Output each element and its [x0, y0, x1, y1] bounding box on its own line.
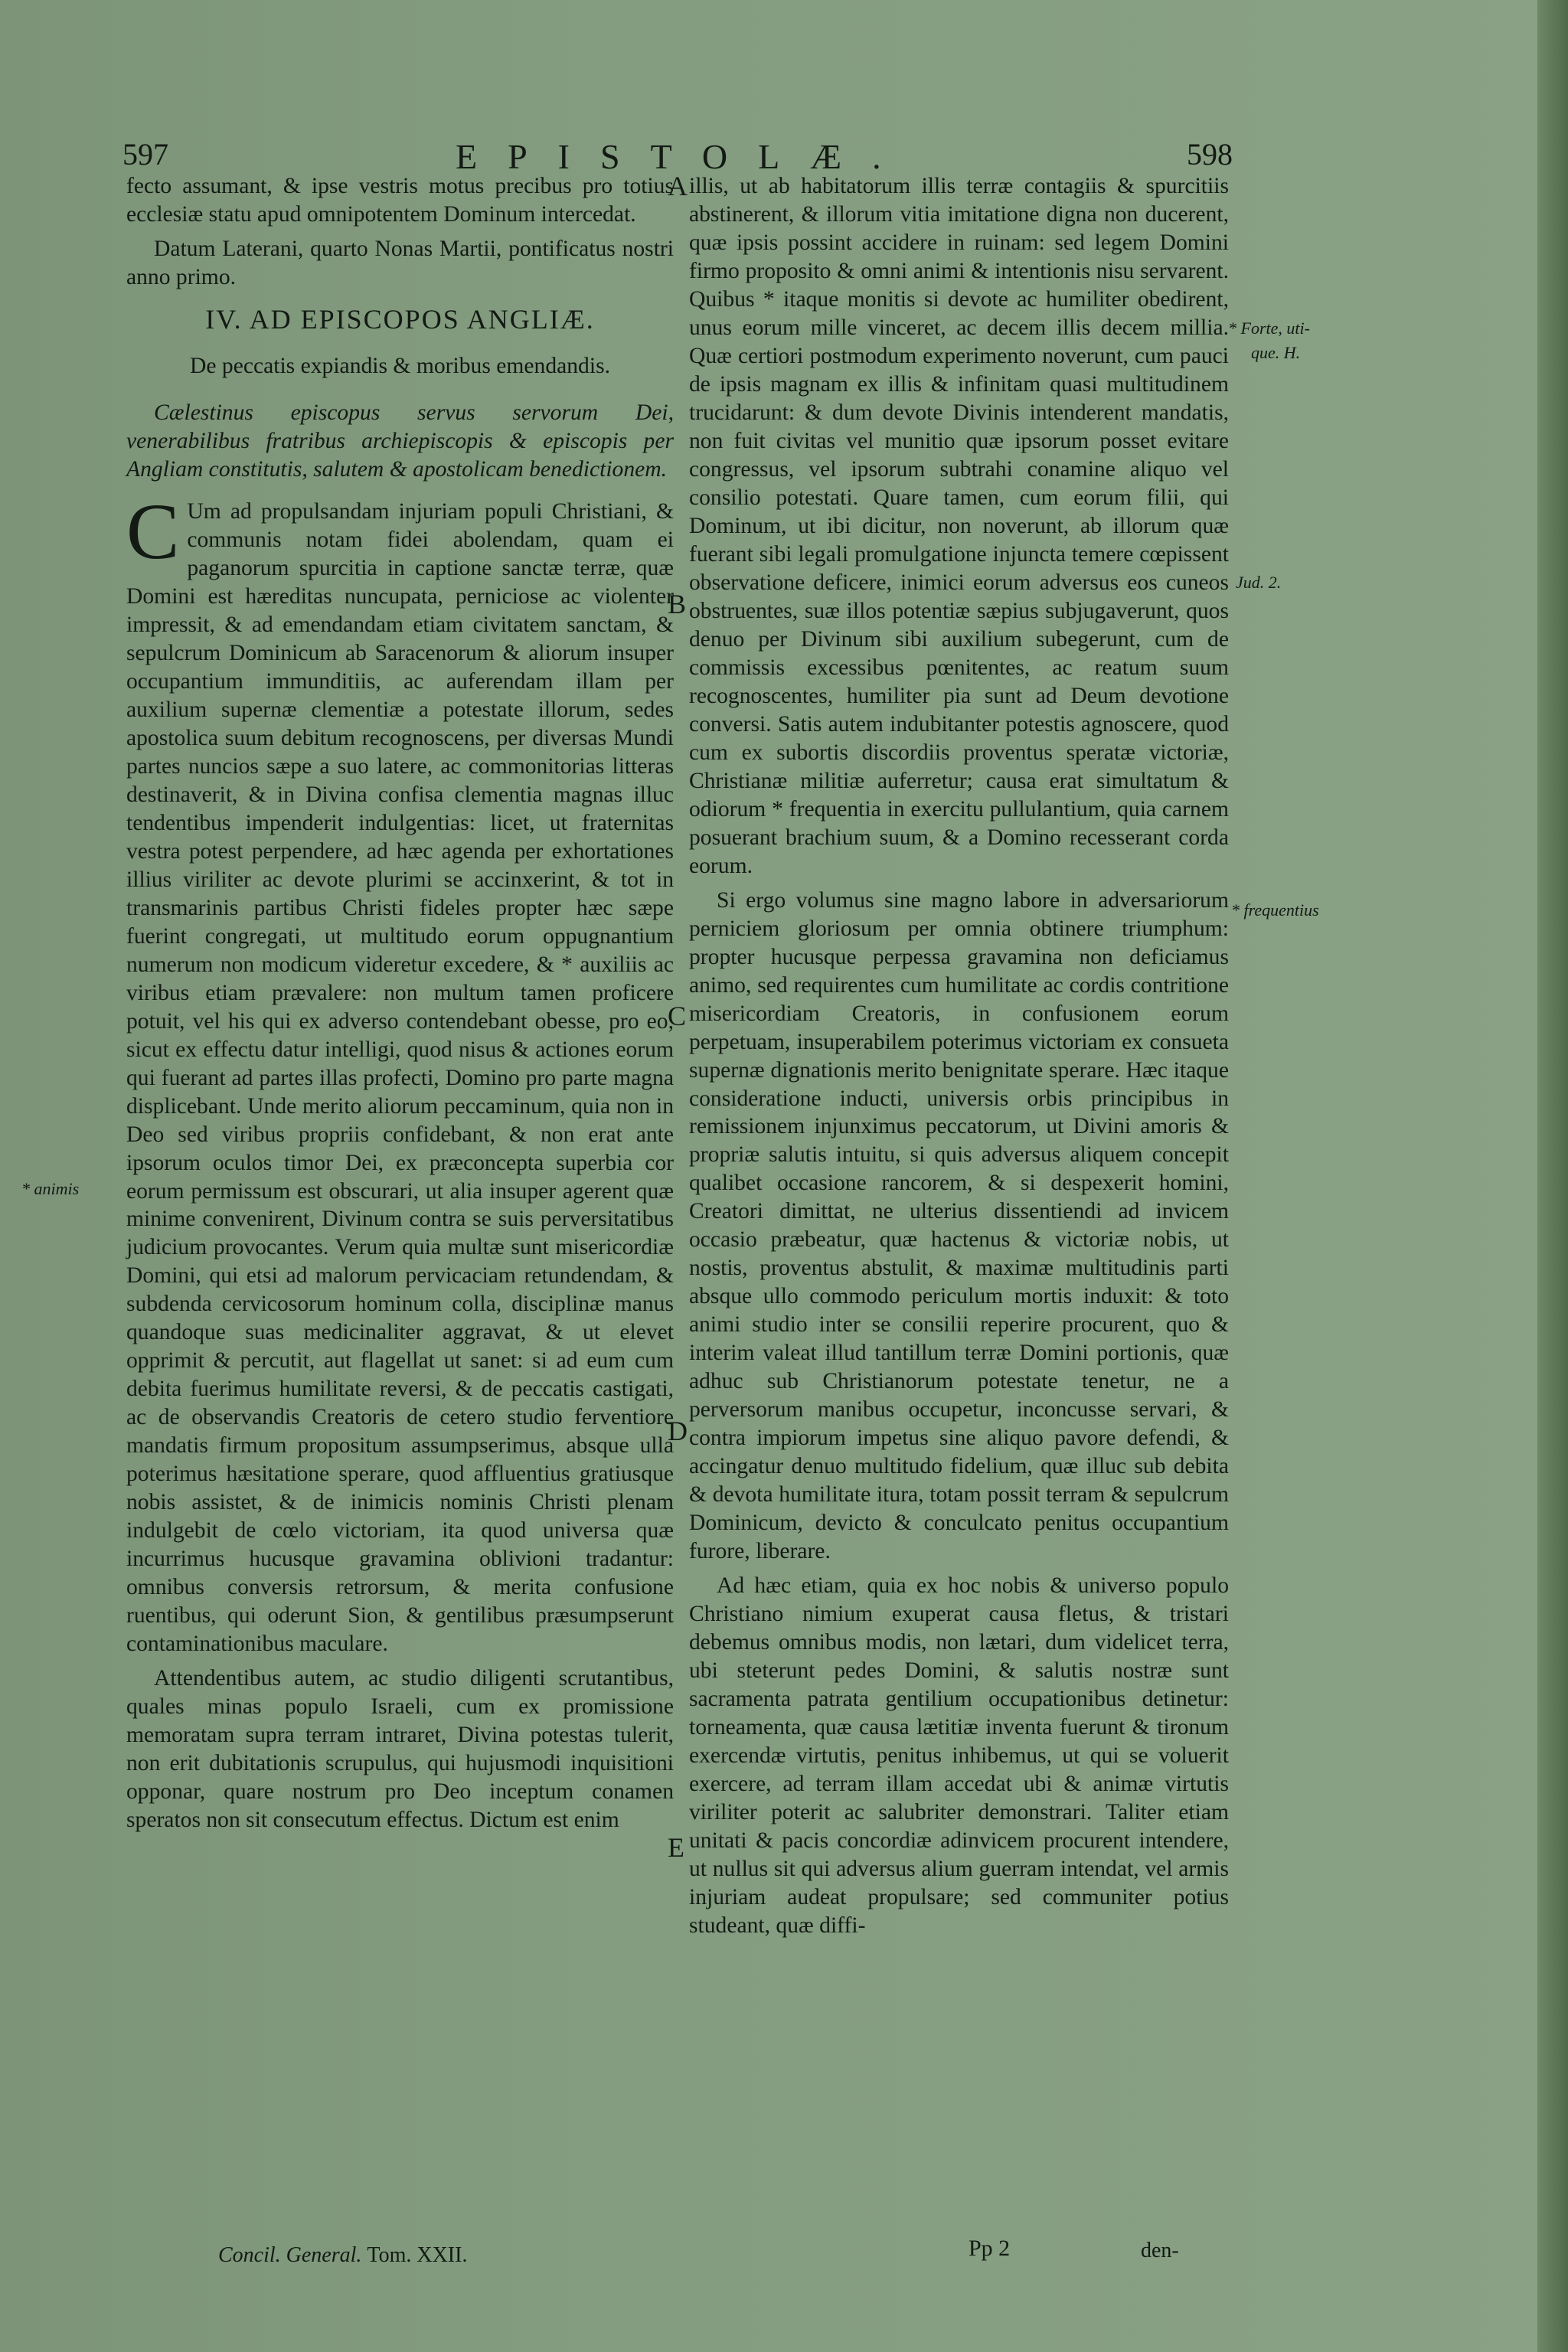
section-letter-d: D	[668, 1416, 688, 1446]
page-number-left: 597	[122, 137, 168, 172]
margin-note-forte-cont: que. H.	[1251, 343, 1301, 362]
margin-note-animis: * animis	[21, 1179, 80, 1198]
volume-tom: Tom. XXII.	[367, 2243, 468, 2267]
volume-prefix: Concil. General.	[218, 2243, 362, 2267]
volume-line	[218, 2243, 467, 2268]
right-column	[689, 172, 1229, 1946]
section-letter-a: A	[668, 171, 688, 201]
catchword: den-	[1141, 2239, 1179, 2262]
margin-note-frequentius: * frequentius	[1231, 900, 1319, 920]
left-column	[126, 172, 674, 1841]
paragraph: Ad hæc etiam, quia ex hoc nobis & universo populo Christiano nimium exuperat causa fletus, & tristari debemus omnibus modis, non lætari, dum videlicet terra, ubi steterunt pedes Domini, & salutis nostræ sunt sacramenta patrata gentilium occupationibus detinetur: torneamenta, quæ causa lætitiæ inventa fuerunt & tironum exercendæ virtutis, penitus inhibemus, ut qui se voluerit exercere, ad terram illam accedat ubi & animæ virtutis viriliter poterit ac salubriter demonstrari. Taliter etiam unitati & pacis concordiæ adinvicem procurent intendere, ut nullus sit qui adversus alium guerram intendat, vel armis injuriam audeat propulsare; sed communiter potius studeant, quæ diffi-	[689, 1573, 1229, 1939]
paragraph: Datum Laterani, quarto Nonas Martii, pontificatus nostri anno primo.	[126, 236, 674, 289]
margin-note-jud: Jud. 2.	[1236, 573, 1282, 592]
page-number-right: 598	[1187, 137, 1233, 172]
paragraph: fecto assumant, & ipse vestris motus precibus pro totius ecclesiæ statu apud omnipotentem Dominum intercedat.	[126, 174, 674, 227]
margin-note-forte: * Forte, uti-	[1228, 318, 1310, 338]
letter-heading: IV. AD EPISCOPOS ANGLIÆ.	[205, 303, 595, 335]
section-letter-e: E	[668, 1832, 684, 1863]
paragraph: illis, ut ab habitatorum illis terræ contagiis & spurcitiis abstinerent, & illorum vitia imitatione digna non ducerent, quæ ipsis possint accidere in ruinam: sed legem Domini firmo proposito & omni animi & intentionis nisu servarent. Quibus * itaque monitis si devote ac humiliter obedirent, unus eorum mille vinceret, ac decem illis decem millia. Quæ certiori postmodum experimento noverunt, cum pauci de ipsis magnam ex illis & infinitam quasi multitudinem trucidarunt: & dum devote Divinis intenderent mandatis, non fuit civitas vel munitio quæ ipsorum posset evitare congressus, vel ipsorum subtrahi conamine aliquo vel consilio potestati. Quare tamen, cum eorum filii, qui Dominum, ut ibi dicitur, non noverunt, ab illorum quæ fuerant sibi legali promulgatione injuncta temere cœpissent observatione deficere, inimici eorum adversus eos cuneos obstruentes, suæ illos potentiæ sæpius subjugaverunt, quos denuo per Divinum sibi auxilium subegerunt, cum de commissis excessibus pœnitentes, ac reatum suum recognoscentes, humiliter pia sunt ad Deum devotione conversi. Satis autem indubitanter potestis agnoscere, quod cum ex subortis discordiis proventus speratæ victoriæ, Christianæ militiæ auferretur; causa erat simultatum & odiorum * frequentia in exercitu pullulantium, quia carnem posuerant brachium suum, & a Domino recesserant corda eorum.	[689, 174, 1229, 878]
running-title: EPISTOLÆ.	[456, 137, 912, 176]
address-salutation: Cælestinus episcopus servus servorum Dei, venerabilibus fratribus archiepiscopis & episcopis per Angliam constitutis, salutem & apostolicam benedictionem.	[126, 400, 674, 482]
section-letter-c: C	[668, 1001, 687, 1031]
paragraph: CUm ad propulsandam injuriam populi Christiani, & communis notam fidei abolendam, quam ei paganorum spurcitia in captione sanctæ terræ, quæ Domini est hæreditas nuncupata, perniciose ac violenter impressit, & ad emendandam etiam civitatem sanctam, & sepulcrum Dominicum ab Saracenorum & aliorum insuper occupantium immunditiis, ac auferendam illam per auxilium supernæ clementiæ a potestate illorum, sedes apostolica suum debitum recognoscens, per diversas Mundi partes nuncios sæpe a suo latere, ac commonitorias litteras destinaverit, & in Divina confisa clementia magnas illuc tendentibus impenderit indulgentias: licet, ut fraternitas vestra potest perpendere, ad hæc agenda per exhortationes illius viriliter ac devote plurimi se accinxerint, & tot in transmarinis partibus Christi fideles propter hæc sæpe fuerint congregati, ut multitudo eorum oppugnantium numerum non modicum videretur excedere, & * auxiliis ac viribus etiam prævalere: non multum tamen proficere potuit, vel his qui ex adverso contendebant obesse, pro eo, sicut ex effectu datur intelligi, quod nisus & actiones eorum qui fuerant ad partes illas profecti, Domino pro parte magna displicebant. Unde merito aliorum peccaminum, quia non in Deo sed viribus propriis confidebant, & non erat ante ipsorum oculos timor Dei, ex præconcepta superbia cor eorum permissum est obscurari, ut alia insuper agerent quæ minime convenirent, Divinum contra se suis perversitatibus judicium provocantes. Verum quia multæ sunt misericordiæ Domini, qui etsi ad malorum pervicaciam retundendam, & subdenda cervicosorum hominum colla, disciplinæ manus quandoque suas medicinaliter aggravat, & ut elevet opprimit & percutit, aut flagellat ut sanet: si ad eum cum debita fuerimus humilitate reversi, & de peccatis castigati, ac de observandis Creatoris de cetero studio ferventiore mandatis firmum propositum assumpserimus, absque ulla poterimus hæsitatione sperare, quod affluentius gratiusque nobis assistet, & de inimicis nominis Christi plenam indulgebit de cœlo victoriam, ita quod universa quæ incurrimus hucusque gravamina oblivioni tradantur: omnibus conversis retrorsum, & merita confusione ruentibus, qui oderunt Sion, & gentilibus præsumpserunt contaminationibus maculare.	[126, 487, 674, 1657]
paragraph: Si ergo volumus sine magno labore in adversariorum perniciem gloriosum per omnia obtinere triumphum: propter hucusque perpessa gravamina non deficiamus animo, sed requirentes cum humilitate ac cordis contritione misericordiam Creatoris, in confusionem eorum perpetuam, insuperabilem poterimus victoriam ex consueta supernæ dignationis merito benignitate sperare. Hæc itaque consideratione inducti, universis orbis principibus in remissionem injunximus peccatorum, ut Divini amoris & propriæ salutis intuitu, si quis adversus aliquem concepit qualibet occasione rancorem, & si despexerit homini, Creatori dimittat, ne ulterius dissentiendi ad invicem occasio præbeatur, quæ hactenus & victoriæ nobis, ut nostis, proventus abstulit, & maximæ multitudinis parti absque ullo commodo periculum mortis induxit: & toto animi studio inter se consilii reperire procurent, quo & interim valeat illud tantillum terræ Domini portionis, quæ adhuc sub Christianorum potestate tenetur, ne a perversorum manibus occupetur, inconcusse servari, & contra impiorum impetus sine aliquo pavore defendi, & accingatur denuo multitudo fidelium, quæ illuc sub debita & devota humilitate itura, totam possit terram & sepulcrum Dominicum, devicto & conculcato penitus occupantium furore, liberare.	[689, 887, 1229, 1564]
letter-subheading: De peccatis expiandis & moribus emendandis.	[190, 353, 610, 378]
section-letter-b: B	[668, 589, 687, 619]
signature-mark: Pp 2	[969, 2236, 1011, 2261]
paragraph: Attendentibus autem, ac studio diligenti scrutantibus, quales minas populo Israeli, cum ex promissione memoratam supra terram intraret, Divina potestas tulerit, non erit dubitationis scrupulus, qui hujusmodi inquisitioni opponar, quare nostrum pro Deo inceptum conamen speratos non sit consecutum effectus. Dictum est enim	[126, 1666, 674, 1833]
